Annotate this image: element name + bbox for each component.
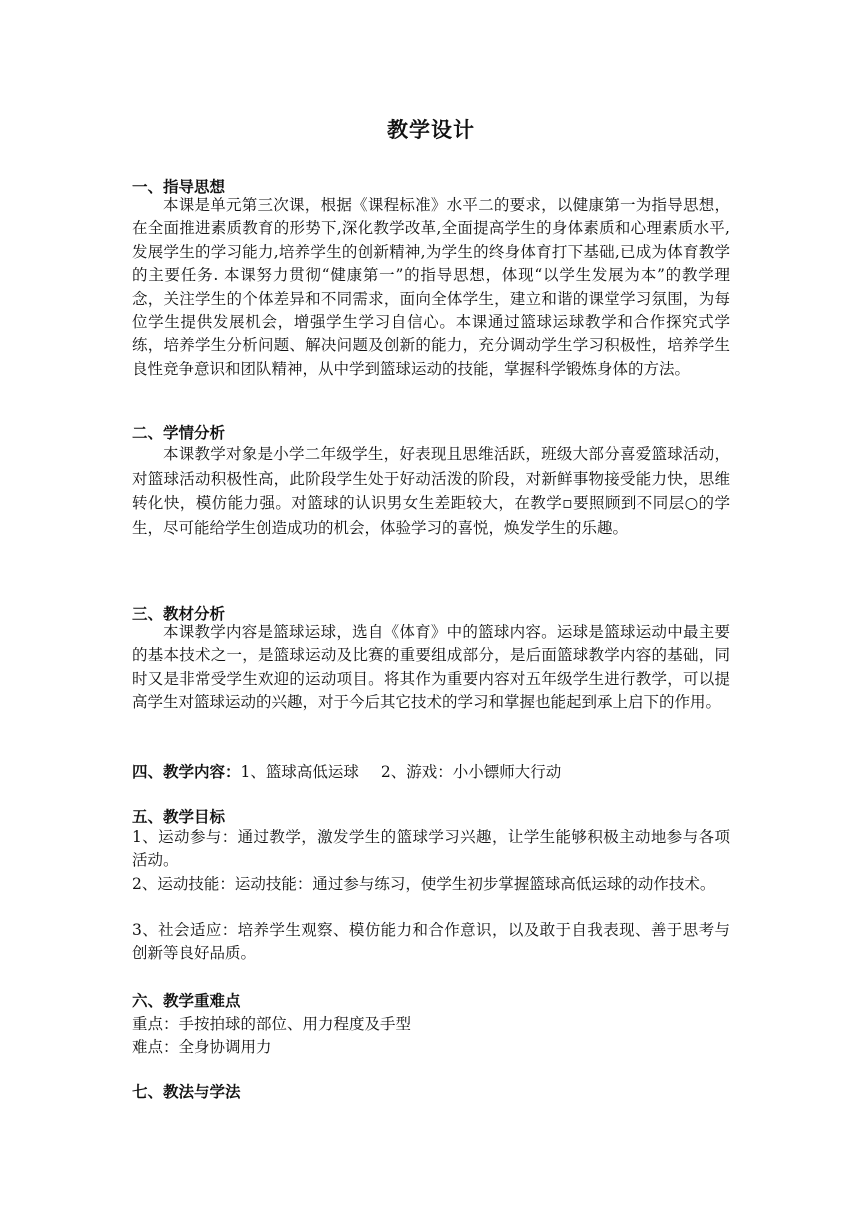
section-heading-methods: 七、教法与学法	[132, 1083, 241, 1101]
section-heading-goals: 五、教学目标	[132, 808, 226, 826]
section-heading-guiding: 一、指导思想	[132, 178, 226, 196]
section-body-students: 本课教学对象是小学二年级学生，好表现且思维活跃，班级大部分喜爱篮球活动，对篮球活动积极性高，此阶段学生处于好动活泼的阶段，对新鲜事物接受能力快，思维转化快，模仿能力强。对篮球的认识男女生差距较大，在教学▫要照顾到不同层○的学生，尽可能给学生创造成功的机会，体验学习的喜悦，焕发学生的乐趣。	[132, 445, 730, 537]
section-heading-keypoints: 六、教学重难点	[132, 992, 241, 1010]
keypoint-key: 重点：手按拍球的部位、用力程度及手型	[132, 1015, 412, 1033]
goal-item-3: 3、社会适应：培养学生观察、模仿能力和合作意识，以及敢于自我表现、善于思考与创新等良好品质。	[132, 921, 730, 963]
content-item-2: 2、游戏：小小镖师大行动	[380, 763, 562, 781]
goal-item-2: 2、运动技能：运动技能：通过参与练习，使学生初步掌握篮球高低运球的动作技术。	[132, 875, 716, 893]
content-item-1: 1、篮球高低运球	[240, 763, 359, 781]
document-page	[132, 0, 730, 1216]
document-title: 教学设计	[387, 118, 475, 142]
goal-item-1: 1、运动参与：通过教学，激发学生的篮球学习兴趣，让学生能够积极主动地参与各项活动。	[132, 828, 730, 870]
section-heading-content: 四、教学内容：	[132, 763, 241, 781]
section-heading-students: 二、学情分析	[132, 424, 226, 442]
section-heading-materials: 三、教材分析	[132, 605, 226, 623]
section-content-line	[132, 760, 561, 782]
section-body-guiding: 本课是单元第三次课，根据《课程标准》水平二的要求，以健康第一为指导思想，在全面推进素质教育的形势下,深化教学改革,全面提高学生的身体素质和心理素质水平,发展学生的学习能力,培养学生的创新精神,为学生的终身体育打下基础,已成为体育教学的主要任务. 本课努力贯彻“健康第一”的指导思想，体现“以学生发展为本”的教学理念，关注学生的个体差异和不同需求，面向全体学生，建立和谐的课堂学习氛围，为每位学生提供发展机会，增强学生学习自信心。本课通过篮球运球教学和合作探究式学练，培养学生分析问题、解决问题及创新的能力，充分调动学生学习积极性，培养学生良性竞争意识和团队精神，从中学到篮球运动的技能，掌握科学锻炼身体的方法。	[132, 196, 730, 378]
keypoint-difficulty: 难点：全身协调用力	[132, 1038, 272, 1056]
section-body-materials: 本课教学内容是篮球运球，选自《体育》中的篮球内容。运球是篮球运动中最主要的基本技术之一，是篮球运动及比赛的重要组成部分，是后面篮球教学内容的基础，同时又是非常受学生欢迎的运动项目。将其作为重要内容对五年级学生进行教学，可以提高学生对篮球运动的兴趣，对于今后其它技术的学习和掌握也能起到承上启下的作用。	[132, 623, 730, 712]
